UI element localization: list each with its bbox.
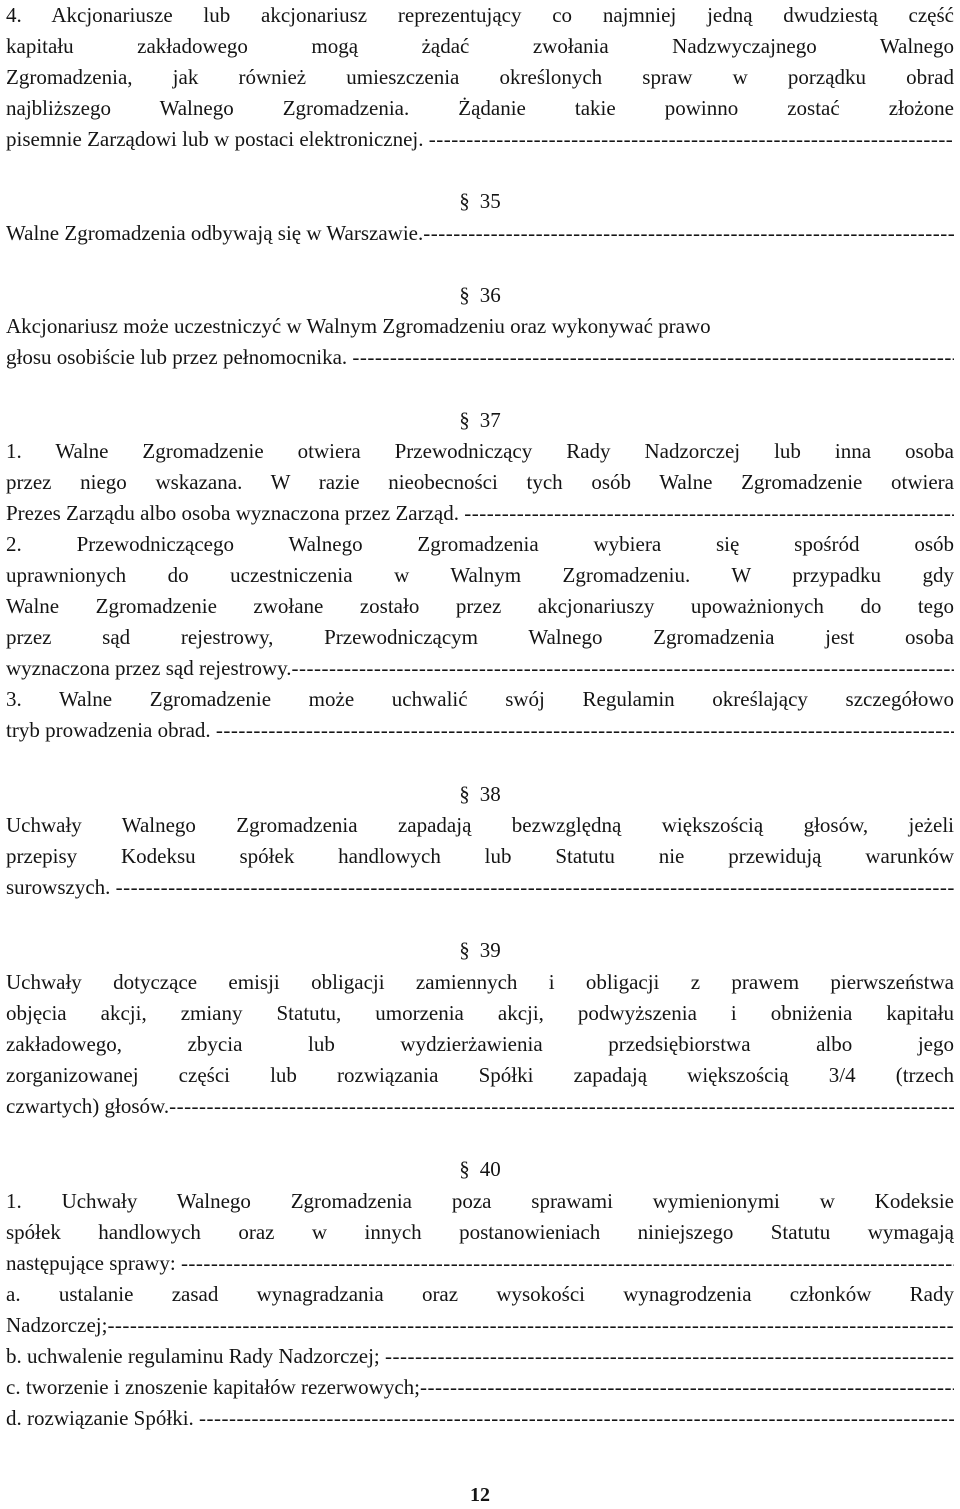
paragraph-4-line-3: Zgromadzenia, jak również umieszczenia określonych spraw w porządku obrad <box>6 65 954 89</box>
section-38-line-3: surowszych. ----- <box>6 872 954 903</box>
section-37-line-5: uprawnionych do uczestniczenia w Walnym Zgromadzeniu. W przypadku gdy <box>6 563 954 587</box>
section-35-text: Walne Zgromadzenia odbywają się w Warszawie. ----- <box>6 218 954 249</box>
paragraph-4-line-4: najbliższego Walnego Zgromadzenia. Żądanie takie powinno zostać złożone <box>6 96 954 120</box>
section-40-line-3: następujące sprawy: ----- <box>6 1248 954 1279</box>
section-39-line-5: czwartych) głosów. ----- <box>6 1091 954 1122</box>
section-39-line-4: zorganizowanej części lub rozwiązania Spółki zapadają większością 3/4 (trzech <box>6 1063 954 1087</box>
section-heading-38: § 38 <box>459 782 501 806</box>
section-heading-35: § 35 <box>459 189 501 213</box>
section-37-line-1: 1. Walne Zgromadzenie otwiera Przewodniczący Rady Nadzorczej lub inna osoba <box>6 439 954 463</box>
section-37-line-7: przez sąd rejestrowy, Przewodniczącym Walnego Zgromadzenia jest osoba <box>6 625 954 649</box>
section-40-line-6: b. uchwalenie regulaminu Rady Nadzorczej; ----- <box>6 1341 954 1372</box>
section-40-line-8: d. rozwiązanie Spółki. ----- <box>6 1403 954 1434</box>
section-37-line-3: Prezes Zarządu albo osoba wyznaczona przez Zarząd. ----- <box>6 498 954 529</box>
section-37-line-4: 2. Przewodniczącego Walnego Zgromadzenia wybiera się spośród osób <box>6 532 954 556</box>
section-37-line-6: Walne Zgromadzenie zwołane zostało przez akcjonariuszy upoważnionych do tego <box>6 594 954 618</box>
section-heading-37: § 37 <box>459 408 501 432</box>
section-heading-40: § 40 <box>459 1157 501 1181</box>
section-37-line-2: przez niego wskazana. W razie nieobecności tych osób Walne Zgromadzenie otwiera <box>6 470 954 494</box>
section-37-line-8: wyznaczona przez sąd rejestrowy. ----- <box>6 653 954 684</box>
section-heading-39: § 39 <box>459 938 501 962</box>
section-40-line-5: Nadzorczej; ----- <box>6 1310 954 1341</box>
paragraph-4-line-2: kapitału zakładowego mogą żądać zwołania Nadzwyczajnego Walnego <box>6 34 954 58</box>
section-38-line-1: Uchwały Walnego Zgromadzenia zapadają bezwzględną większością głosów, jeżeli <box>6 813 954 837</box>
section-39-line-2: objęcia akcji, zmiany Statutu, umorzenia akcji, podwyższenia i obniżenia kapitału <box>6 1001 954 1025</box>
section-38-line-2: przepisy Kodeksu spółek handlowych lub Statutu nie przewidują warunków <box>6 844 954 868</box>
page-number: 12 <box>470 1484 490 1506</box>
section-40-line-1: 1. Uchwały Walnego Zgromadzenia poza sprawami wymienionymi w Kodeksie <box>6 1189 954 1213</box>
paragraph-4-line-1: 4. Akcjonariusze lub akcjonariusz reprezentujący co najmniej jedną dwudziestą część <box>6 3 954 27</box>
section-heading-36: § 36 <box>459 283 501 307</box>
section-37-line-9: 3. Walne Zgromadzenie może uchwalić swój Regulamin określający szczegółowo <box>6 687 954 711</box>
section-39-line-3: zakładowego, zbycia lub wydzierżawienia przedsiębiorstwa albo jego <box>6 1032 954 1056</box>
section-36-line-2: głosu osobiście lub przez pełnomocnika. ----- <box>6 342 954 373</box>
section-37-line-10: tryb prowadzenia obrad. ----- <box>6 715 954 746</box>
section-40-line-2: spółek handlowych oraz w innych postanowieniach niniejszego Statutu wymagają <box>6 1220 954 1244</box>
section-39-line-1: Uchwały dotyczące emisji obligacji zamiennych i obligacji z prawem pierwszeństwa <box>6 970 954 994</box>
section-40-line-7: c. tworzenie i znoszenie kapitałów rezerwowych; ----- <box>6 1372 954 1403</box>
section-36-line-1: Akcjonariusz może uczestniczyć w Walnym Zgromadzeniu oraz wykonywać prawo <box>6 314 711 338</box>
section-40-line-4: a. ustalanie zasad wynagradzania oraz wysokości wynagrodzenia członków Rady <box>6 1282 954 1306</box>
paragraph-4-line-5: pisemnie Zarządowi lub w postaci elektronicznej. ----- <box>6 124 954 155</box>
